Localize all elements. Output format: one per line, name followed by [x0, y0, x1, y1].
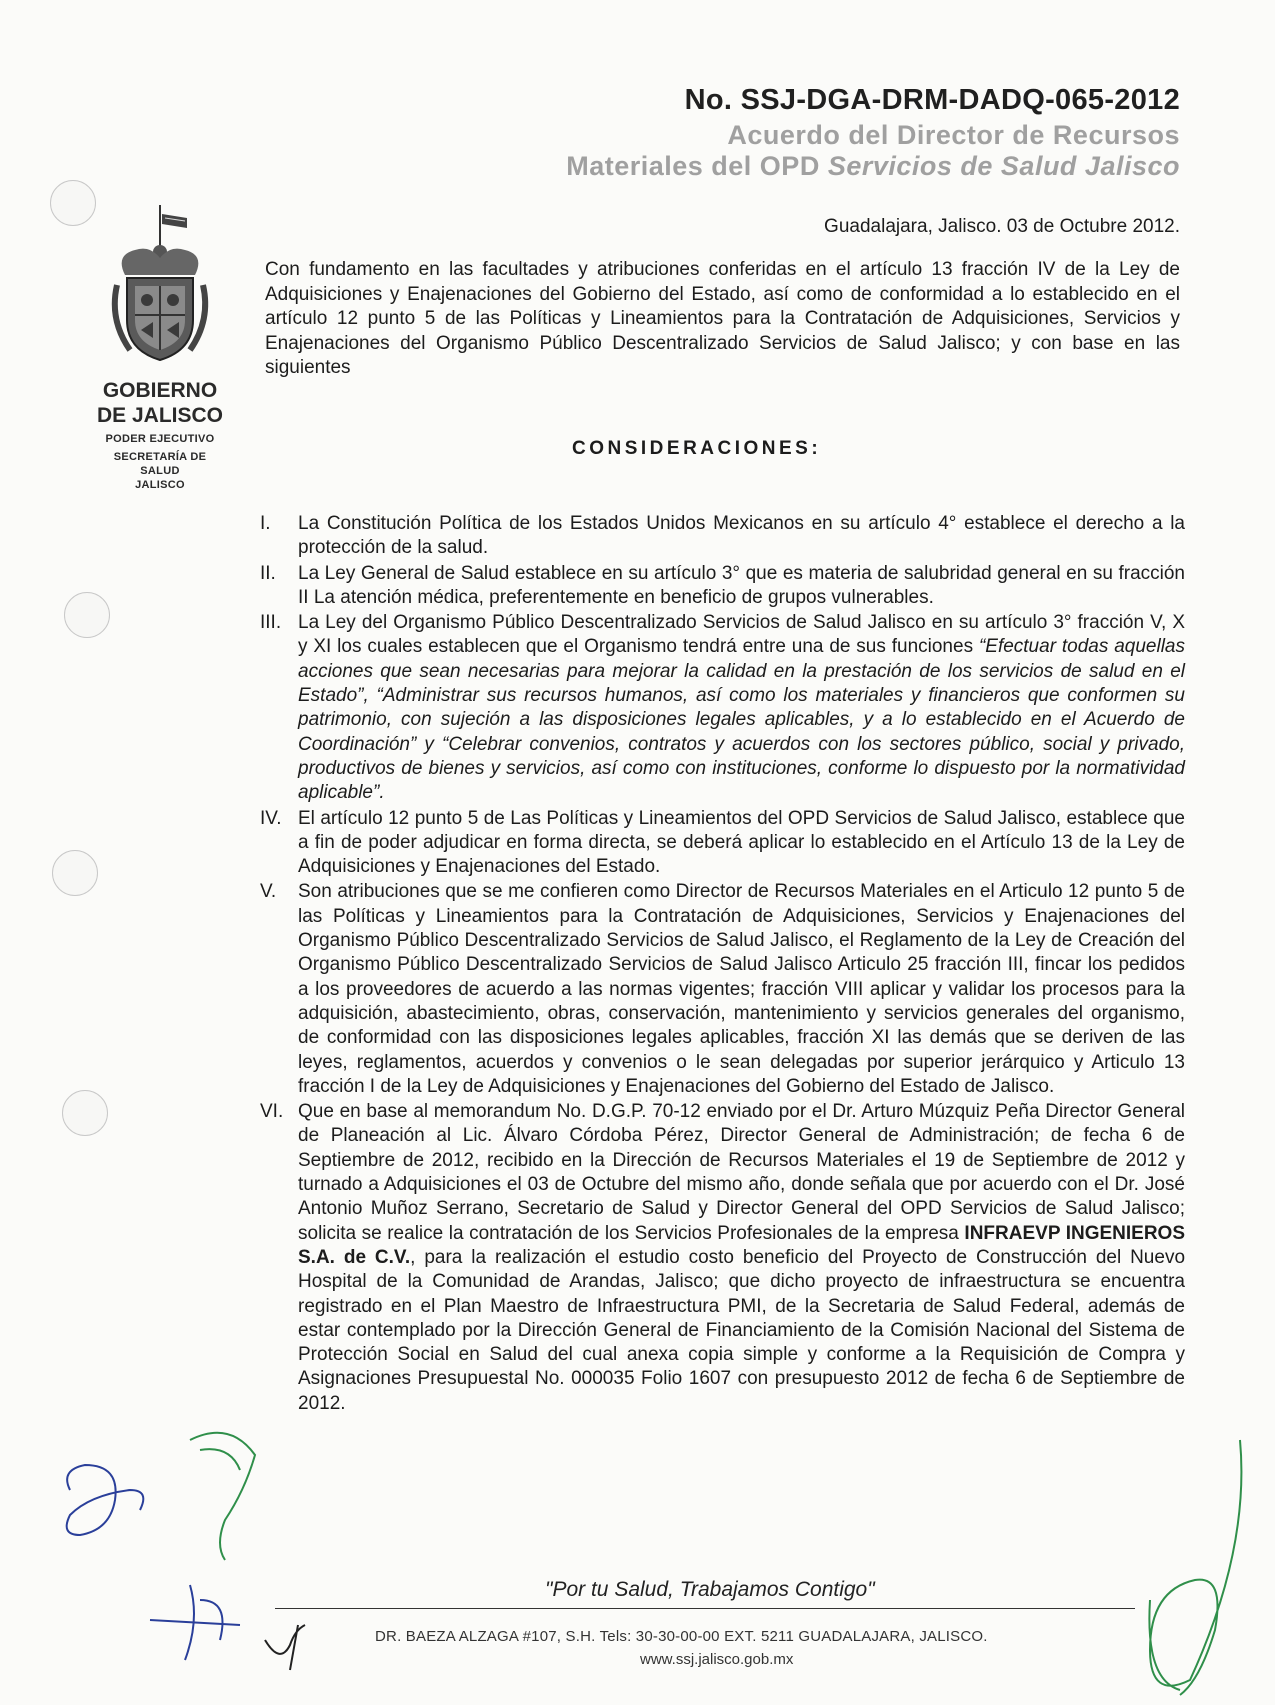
date-line: Guadalajara, Jalisco. 03 de Octubre 2012.: [824, 216, 1180, 237]
item-text: La Constitución Política de los Estados Unidos Mexicanos en su artículo 4° establece el derecho a la protección de la salud.: [298, 513, 1185, 559]
intro-paragraph: Con fundamento en las facultades y atribuciones conferidas en el artículo 13 fracción IV de la Ley de Adquisiciones y Enajenaciones del Gobierno del Estado, así como de conformidad a lo establecido en el artículo 12 punto 5 de las Políticas y Lineamientos para la Contratación de Adquisiciones, Servicios y Enajenaciones del Organismo Público Descentralizado Servicios de Salud Jalisco; y con base en las siguientes: [265, 259, 1180, 378]
list-item: [260, 611, 1185, 805]
punch-hole: [50, 180, 96, 226]
item-text: Son atribuciones que se me confieren como Director de Recursos Materiales en el Articulo 12 punto 5 de las Políticas y Lineamientos para la Contratación de Adquisiciones, Servicios y Enajenaciones del Organismo Público Descentralizado Servicios de Salud Jalisco, el Reglamento de la Ley de Creación del Organismo Público Descentralizado Servicios de Salud Jalisco Articulo 25 fracción III, fincar los pedidos a los proveedores de acuerdo a las normas vigentes; fracción VIII aplicar y validar los procesos para la adquisición, abastecimiento, obras, conservación, mantenimiento y servicios generales del organismo, de conformidad con las disposiciones legales aplicables, fracción XI las demás que se deriven de las leyes, reglamentos, acuerdos y convenios o le sean delegadas por superior jerárquico y Articulo 13 fracción I de la Ley de Adquisiciones y Enajenaciones del Gobierno del Estado de Jalisco.: [298, 881, 1185, 1097]
item-text-plain: , para la realización el estudio costo beneficio del Proyecto de Construcción del Nuevo Hospital de la Comunidad de Arandas, Jalisco; que dicho proyecto de infraestructura se encuentra registrado en el Plan Maestro de Infraestructura PMI, de la Secretaria de Salud Federal, además de estar contemplado por la Dirección General de Financiamiento de la Comisión Nacional del Sistema de Protección Social en Salud del cual anexa copia simple y conforme a la Requisición de Compra y Asignaciones Presupuestal No. 000035 Folio 1607 con presupuesto 2012 de fecha 6 de Septiembre de 2012.: [298, 1246, 1186, 1414]
signature-green-left-loop: [200, 1449, 240, 1470]
considerations-list: [260, 512, 1185, 1417]
item-number: I.: [260, 513, 271, 534]
slogan: "Por tu Salud, Trabajamos Contigo": [545, 1578, 875, 1601]
item-text-plain: La Ley del Organismo Público Descentralizado Servicios de Salud Jalisco en su artículo 3° fracción V, X y XI los cuales establecen que el Organismo tendrá entre una de sus funciones: [298, 612, 1185, 658]
footer-address: DR. BAEZA ALZAGA #107, S.H. Tels: 30-30-00-00 EXT. 5211 GUADALAJARA, JALISCO.: [375, 1628, 988, 1645]
government-logo: [95, 200, 225, 492]
gov-sub-4: JALISCO: [135, 479, 185, 491]
signature-green-left: [190, 1433, 255, 1560]
gov-title-1: GOBIERNO: [102, 379, 218, 402]
item-text-plain: Que en base al memorandum No. D.G.P. 70-12 enviado por el Dr. Arturo Múzquiz Peña Director General de Planeación al Lic. Álvaro Córdoba Pérez, Director General de Administración; de fecha 6 de Septiembre de 2012, recibido en la Dirección de Recursos Materiales el 19 de Septiembre de 2012 y turnado a Adquisiciones el 03 de Octubre del mismo año, donde señala que por acuerdo con el Dr. José Antonio Muñoz Serrano, Secretario de Salud y Director General del OPD Servicios de Salud Jalisco; solicita se realice la contratación de los Servicios Profesionales de la empresa: [298, 1101, 1185, 1244]
gov-sub-1: PODER EJECUTIVO: [105, 433, 215, 445]
item-text: La Ley General de Salud establece en su artículo 3° que es materia de salubridad general en su fracción II La atención médica, preferentemente en beneficio de grupos vulnerables.: [298, 562, 1185, 608]
document-number: No. SSJ-DGA-DRM-DADQ-065-2012: [684, 84, 1180, 116]
header-line-1: Acuerdo del Director de Recursos: [727, 120, 1180, 150]
list-item: [260, 880, 1185, 1099]
header-line-2-plain: Materiales del OPD: [566, 151, 828, 181]
signature-blue-left: [67, 1465, 144, 1535]
gov-sub-2: SECRETARÍA DE: [113, 451, 207, 463]
item-text: El artículo 12 punto 5 de Las Políticas y Lineamientos del OPD Servicios de Salud Jalisco, establece que a fin de poder adjudicar en forma directa, se deberá aplicar lo establecido en el Artículo 13 de la Ley de Adquisiciones y Enajenaciones del Estado.: [298, 807, 1185, 878]
punch-hole: [64, 592, 110, 638]
punch-hole: [52, 850, 98, 896]
list-item: [260, 1100, 1185, 1416]
gov-title-2: DE JALISCO: [96, 404, 224, 427]
item-number: II.: [260, 562, 276, 584]
signature-blue-cross: [150, 1585, 240, 1660]
punch-hole: [62, 1090, 108, 1136]
list-item: [260, 562, 1185, 611]
item-number: VI.: [260, 1101, 284, 1123]
signature-green-right: [1149, 1440, 1241, 1695]
company-name: INFRAEVP INGENIEROS S.A. de C.V.: [298, 1222, 1185, 1268]
considerations-heading: CONSIDERACIONES:: [572, 438, 822, 459]
coat-of-arms-icon: [105, 200, 215, 370]
header-line-2-italic: Servicios de Salud Jalisco: [827, 151, 1180, 181]
item-text: [298, 1100, 1185, 1416]
item-number: III.: [260, 612, 282, 634]
item-text-quote: “Efectuar todas aquellas acciones que sean necesarias para mejorar la calidad en la prestación de los servicios de salud en el Estado”, “Administrar sus recursos humanos, así como los materiales y financieros que conformen su patrimonio, con sujeción a las disposiciones legales aplicables, y a lo establecido en el Acuerdo de Coordinación” y “Celebrar convenios, contratos y acuerdos con los sectores público, social y privado, productivos de bienes y servicios, así como con instituciones, conforme lo dispuesto por la normatividad aplicable”.: [298, 636, 1185, 804]
list-item: [260, 807, 1185, 880]
item-number: IV.: [260, 807, 282, 829]
header-line-2: [566, 151, 1180, 182]
footer-url: www.ssj.jalisco.gob.mx: [640, 1651, 794, 1668]
item-number: V.: [260, 881, 277, 903]
initials-black: [265, 1625, 305, 1670]
footer-divider: [275, 1608, 1135, 1609]
item-text: [298, 611, 1185, 805]
gov-sub-3: SALUD: [140, 465, 180, 477]
list-item: [260, 512, 1185, 561]
